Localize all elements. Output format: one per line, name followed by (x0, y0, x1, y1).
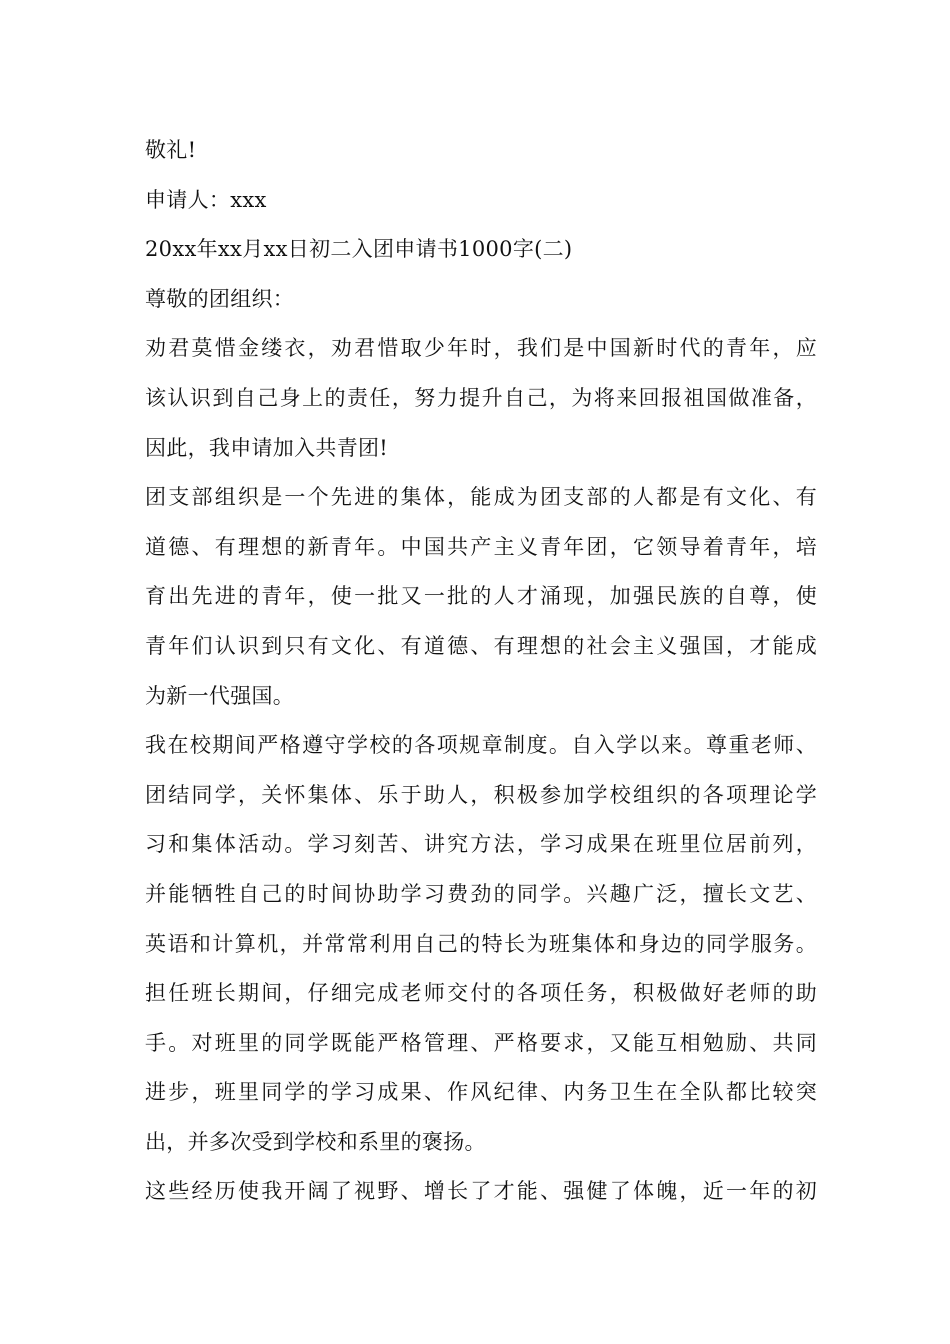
paragraph-line: 进步，班里同学的学习成果、作风纪律、内务卫生在全队都比较突 (145, 1080, 817, 1105)
paragraph-line: 青年们认识到只有文化、有道德、有理想的社会主义强国，才能成 (145, 633, 817, 658)
paragraph-line: 团结同学，关怀集体、乐于助人，积极参加学校组织的各项理论学 (145, 782, 817, 807)
closing-salutation: 敬礼! (145, 138, 197, 162)
paragraph-line: 出，并多次受到学校和系里的褒扬。 (145, 1129, 486, 1154)
paragraph-line: 我在校期间严格遵守学校的各项规章制度。自入学以来。尊重老师、 (145, 733, 817, 758)
paragraph-line: 团支部组织是一个先进的集体，能成为团支部的人都是有文化、有 (145, 485, 817, 510)
paragraph-line: 该认识到自己身上的责任，努力提升自己，为将来回报祖国做准备， (145, 385, 817, 410)
paragraph-line: 因此，我申请加入共青团! (145, 435, 389, 460)
greeting: 尊敬的团组织： (145, 286, 295, 311)
applicant-signature: 申请人：xxx (145, 187, 267, 212)
date-and-title: 20xx年xx月xx日初二入团申请书1000字(二) (145, 237, 573, 262)
paragraph-line: 并能牺牲自己的时间协助学习费劲的同学。兴趣广泛，擅长文艺、 (145, 881, 817, 906)
document-body (145, 126, 817, 1217)
paragraph-line: 劝君莫惜金缕衣，劝君惜取少年时，我们是中国新时代的青年，应 (145, 336, 817, 361)
paragraph-line: 育出先进的青年，使一批又一批的人才涌现，加强民族的自尊，使 (145, 584, 817, 609)
paragraph-line: 为新一代强国。 (145, 683, 295, 708)
paragraph-line: 英语和计算机，并常常利用自己的特长为班集体和身边的同学服务。 (145, 931, 817, 956)
paragraph-line: 道德、有理想的新青年。中国共产主义青年团，它领导着青年，培 (145, 534, 817, 559)
paragraph-line: 手。对班里的同学既能严格管理、严格要求，又能互相勉励、共同 (145, 1030, 817, 1055)
paragraph-line: 这些经历使我开阔了视野、增长了才能、强健了体魄，近一年的初 (145, 1179, 817, 1204)
paragraph-line: 习和集体活动。学习刻苦、讲究方法，学习成果在班里位居前列， (145, 832, 817, 857)
paragraph-line: 担任班长期间，仔细完成老师交付的各项任务，积极做好老师的助 (145, 981, 817, 1006)
